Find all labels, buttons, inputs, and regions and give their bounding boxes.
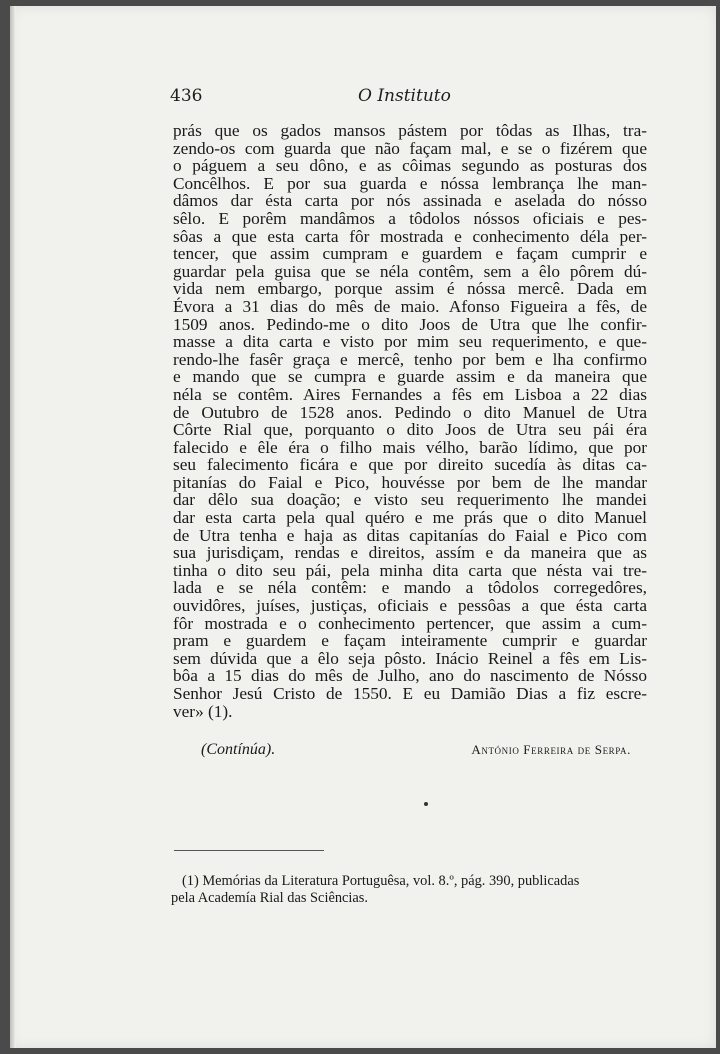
page-gutter-shadow [10,6,16,1048]
body-line: o páguem a seu dôno, e as côimas segundo as posturas dos [173,156,647,176]
body-line: dâmos dar ésta carta por nós assinada e aselada do nósso [173,191,647,211]
closing-line [191,741,651,763]
body-line: e mando que se cumpra e guarde assim e da maneira que [173,367,647,387]
body-line: zendo-os com guarda que não façam mal, e se o fizérem que [173,138,647,158]
body-line: sua jurisdiçam, rendas e direitos, assím e da maneira que as [173,543,647,563]
body-line: Senhor Jesú Cristo de 1550. E eu Damião Dias a fiz escre- [173,684,647,703]
body-line: pram e guardem e façam inteiramente cumprir e guardar [173,631,647,651]
footnote-line: pela Academía Rial das Sciências. [171,890,368,906]
body-line: Concêlhos. E por sua guarda e nóssa lembrança lhe man- [173,173,647,193]
continued-note: (Contínúa). [201,741,276,758]
page-number: 436 [170,86,203,106]
body-line: 1509 anos. Pedindo-me o dito Joos de Utra que lhe confir- [173,314,647,334]
footnote-line: (1) Memórias da Literatura Portuguêsa, vol. 8.º, pág. 390, publicadas [182,873,580,889]
body-line: guardar pela guisa que se néla contêm, sem a êlo pôrem dú- [173,261,647,281]
body-line: de Outubro de 1528 anos. Pedindo o dito Manuel de Utra [173,402,647,422]
footnote-rule [174,850,324,851]
body-line: Côrte Rial que, porquanto o dito Joos de Utra seu pái éra [173,420,647,440]
book-page [10,6,716,1048]
body-line: prás que os gados mansos pástem por tôdas as Ilhas, tra- [173,121,647,140]
body-line: seu falecimento ficára e que por direito sucedía às ditas ca- [173,455,647,475]
body-line: falecido e êle éra o filho mais vélho, barão lídimo, que por [173,437,647,457]
body-line: ver» (1). [173,701,233,721]
author-signature: António Ferreira de Serpa. [471,742,631,757]
body-line: tinha o dito seu pái, pela minha dita carta que nésta vai tre- [173,560,647,580]
body-line: Évora a 31 dias do mês de maio. Afonso Figueira a fês, de [173,296,647,316]
body-line: vida nem embargo, porque assim é nóssa mercê. Dada em [173,279,647,299]
body-line: dar esta carta pela qual quéro e me prás que o dito Manuel [173,508,647,528]
body-text [173,122,647,720]
body-line: sêlo. E porêm mandâmos a tôdolos nóssos oficiais e pes- [173,208,647,228]
running-title: O Instituto [358,86,451,106]
footnote [171,873,652,907]
body-line: lada e se néla contêm: e mando a tôdolos corregedôres, [173,578,647,598]
body-line: ouvidôres, juíses, justiças, oficiais e pessôas a que ésta carta [173,596,647,616]
body-line: sôas a que esta carta fôr mostrada e conhecimento déla per- [173,226,647,246]
body-line: fôr mostrada e o conhecimento pertencer, que assim a cum- [173,613,647,633]
body-line: rendo-lhe fasêr graça e mercê, tenho por bem e lha confirmo [173,349,647,369]
body-line: de Utra tenha e haja as ditas capitanías do Faial e Pico com [173,525,647,545]
body-line: sem dúvida que a êlo seja pôsto. Inácio Reinel a fês em Lis- [173,648,647,668]
body-line: néla se contêm. Aires Fernandes a fês em Lisboa a 22 dias [173,384,647,404]
ink-speck [424,802,428,806]
body-line: tencer, que assim cumpram e guardem e façam cumprir e [173,244,647,264]
body-line: bôa a 15 dias do mês de Julho, ano do nascimento de Nósso [173,666,647,686]
body-line: pitanías do Faial e Pico, houvésse por bem de lhe mandar [173,472,647,492]
page-header [170,86,650,110]
body-line: dar dêlo sua doação; e visto seu requerimento lhe mandei [173,490,647,510]
body-line: masse a dita carta e visto por mim seu requerimento, e que- [173,332,647,352]
